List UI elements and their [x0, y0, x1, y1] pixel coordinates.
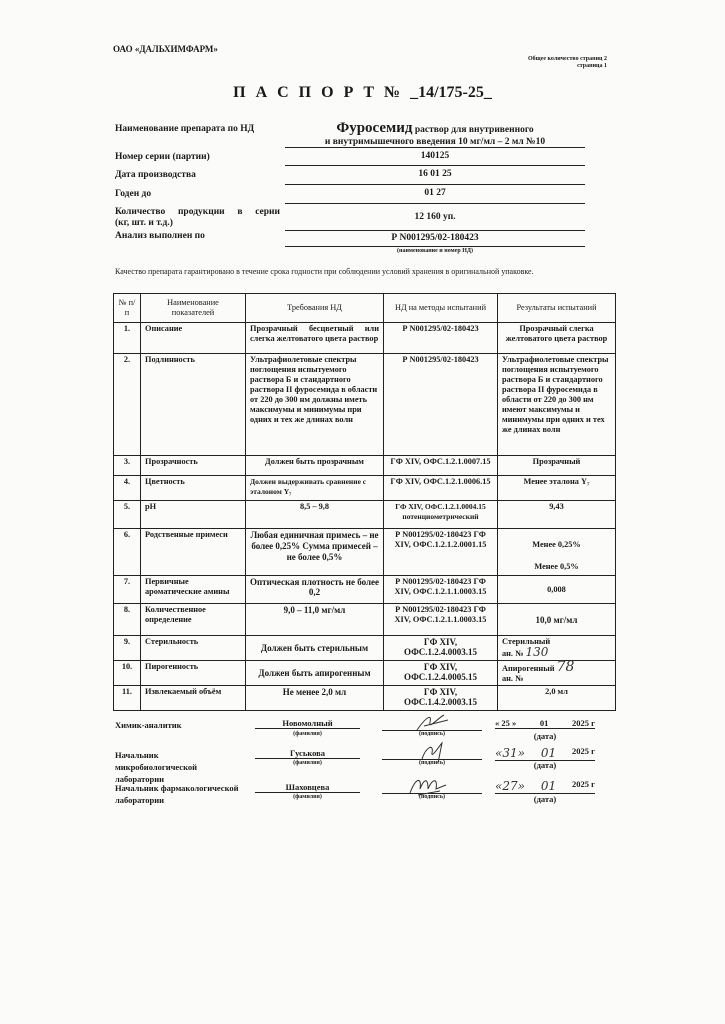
result-single-impurity: Менее 0,25% — [532, 540, 581, 549]
row-method: Р N001295/02-180423 — [384, 323, 498, 354]
row-method: Р N001295/02-180423 ГФ XIV, ОФС.1.2.1.1.0003.15 — [384, 604, 498, 636]
row-name: Подлинность — [141, 354, 246, 456]
title-text: П А С П О Р Т № — [233, 84, 404, 101]
qty-label-1: Количество продукции в серии — [115, 207, 280, 217]
row-name: Первичные ароматические амины — [141, 576, 246, 604]
sign-date — [495, 779, 595, 794]
total-pages: Общее количество страниц 2 — [527, 56, 607, 62]
analysis-number-label: ан. № — [502, 649, 524, 658]
result-total-impurities: Менее 0,5% — [534, 562, 579, 571]
row-number: 8. — [114, 604, 141, 636]
date-month: 01 — [540, 779, 557, 793]
exp-value: 01 27 — [285, 188, 585, 204]
mfg-label: Дата производства — [115, 170, 196, 180]
signer-surname: Гуськова — [255, 748, 360, 759]
header-requirements: Требования НД — [246, 294, 384, 323]
analysis-label: Анализ выполнен по — [115, 231, 205, 241]
row-result: Прозрачный слегка желтоватого цвета раствор — [498, 323, 616, 354]
surname-caption: (фамилия) — [293, 760, 322, 766]
table-row — [114, 476, 616, 501]
date-day: « 25 » — [495, 718, 517, 728]
date-month: 01 — [539, 718, 549, 728]
row-result: Менее эталона Y₇ — [498, 476, 616, 501]
row-name: Родственные примеси — [141, 529, 246, 576]
row-result: 10,0 мг/мл — [498, 604, 616, 636]
row-result: Ультрафиолетовые спектры поглощения испытуемого раствора Б и стандартного раствора II фуросемида в области от 220 до 300 нм имеют максимумы и минимумы при одних и тех же длинах волн — [498, 354, 616, 456]
table-row — [114, 636, 616, 661]
row-result: 0,008 — [498, 576, 616, 604]
drug-desc-1: раствор для внутривенного — [414, 125, 534, 135]
organization-name: ОАО «ДАЛЬХИМФАРМ» — [113, 44, 218, 54]
date-day: «31» — [495, 746, 525, 760]
batch-label: Номер серии (партии) — [115, 152, 210, 162]
signature — [382, 712, 482, 731]
row-name: Стерильность — [141, 636, 246, 661]
qty-value: 12 160 уп. — [285, 212, 585, 231]
table-row — [114, 456, 616, 476]
signature — [382, 741, 482, 760]
surname-caption: (фамилия) — [293, 794, 322, 800]
row-name: pH — [141, 501, 246, 529]
table-row — [114, 501, 616, 529]
row-result — [498, 529, 616, 576]
signature-caption: (подпись) — [418, 760, 446, 766]
date-year: 2025 г — [571, 746, 595, 756]
drug-name-line-1 — [285, 120, 585, 137]
date-year: 2025 г — [572, 718, 595, 728]
table-row — [114, 529, 616, 576]
analysis-number-label: ан. № — [502, 674, 524, 683]
header-results: Результаты испытаний — [498, 294, 616, 323]
row-name: Извлекаемый объём — [141, 686, 246, 711]
qty-label-2: (кг, шт. и т.д.) — [115, 218, 173, 228]
header-name: Наименование показателей — [141, 294, 246, 323]
sign-date — [495, 718, 595, 729]
document-title — [0, 84, 725, 102]
signature — [382, 775, 482, 794]
row-result: Прозрачный — [498, 456, 616, 476]
header-number: № п/п — [114, 294, 141, 323]
date-month: 01 — [540, 746, 557, 760]
page-number: страница 1 — [577, 63, 607, 69]
row-requirement: Должен быть апирогенным — [246, 661, 384, 686]
row-requirement: 9,0 – 11,0 мг/мл — [246, 604, 384, 636]
date-caption: (дата) — [533, 760, 557, 770]
row-result: 9,43 — [498, 501, 616, 529]
row-result — [498, 661, 616, 686]
signature-caption: (подпись) — [418, 731, 446, 737]
row-method: ГФ XIV, ОФС.1.4.2.0003.15 — [384, 686, 498, 711]
handwritten-analysis-number: 78 — [556, 659, 575, 675]
row-requirement: Не менее 2,0 мл — [246, 686, 384, 711]
table-row — [114, 686, 616, 711]
table-row — [114, 576, 616, 604]
drug-label: Наименование препарата по НД — [115, 124, 255, 134]
signer-role: Химик-аналитик — [115, 720, 182, 730]
quality-note: Качество препарата гарантировано в течение срока годности при соблюдении условий хранения в оригинальной упаковке. — [115, 267, 534, 276]
row-name: Пирогенность — [141, 661, 246, 686]
row-requirement: 8,5 – 9,8 — [246, 501, 384, 529]
date-year: 2025 г — [571, 779, 595, 789]
table-header — [114, 294, 616, 323]
row-requirement: Должен быть прозрачным — [246, 456, 384, 476]
row-name: Цветность — [141, 476, 246, 501]
row-number: 3. — [114, 456, 141, 476]
row-requirement: Прозрачный бесцветный или слегка желтоватого цвета раствор — [246, 323, 384, 354]
row-result: 2,0 мл — [498, 686, 616, 711]
date-day: «27» — [495, 779, 525, 793]
table-row — [114, 604, 616, 636]
signer-surname: Шаховцева — [255, 782, 360, 793]
signature-caption: (подпись) — [418, 794, 446, 800]
row-number: 9. — [114, 636, 141, 661]
row-method: Р N001295/02-180423 ГФ XIV, ОФС.1.2.1.2.0001.15 — [384, 529, 498, 576]
mfg-value: 16 01 25 — [285, 169, 585, 185]
date-caption: (дата) — [533, 794, 557, 804]
signer-role: Начальник микробиологической лаборатории — [115, 750, 197, 784]
signer-role: Начальник фармакологической лаборатории — [115, 783, 239, 805]
handwritten-analysis-number: 130 — [525, 645, 549, 659]
signer-surname: Новомолный — [255, 718, 360, 729]
test-results-table — [113, 293, 616, 711]
row-number: 11. — [114, 686, 141, 711]
date-caption: (дата) — [533, 731, 557, 741]
row-requirement: Должен быть стерильным — [246, 636, 384, 661]
drug-desc-2: и внутримышечного введения 10 мг/мл – 2 мл №10 — [285, 137, 585, 148]
table-row — [114, 661, 616, 686]
row-number: 2. — [114, 354, 141, 456]
row-method: ГФ XIV, ОФС.1.2.1.0006.15 — [384, 476, 498, 501]
table-row — [114, 323, 616, 354]
row-method: ГФ XIV, ОФС.1.2.1.0007.15 — [384, 456, 498, 476]
row-name: Прозрачность — [141, 456, 246, 476]
analysis-caption: (наименование и номер НД) — [397, 248, 473, 254]
row-method: ГФ XIV, ОФС.1.2.1.0004.15 потенциометрический — [384, 501, 498, 529]
row-method: ГФ XIV, ОФС.1.2.4.0003.15 — [384, 636, 498, 661]
row-name: Количественное определение — [141, 604, 246, 636]
row-requirement: Оптическая плотность не более 0,2 — [246, 576, 384, 604]
passport-number: _14/175-25_ — [410, 84, 492, 101]
row-name: Описание — [141, 323, 246, 354]
result-text: Апирогенный — [502, 664, 555, 673]
surname-caption: (фамилия) — [293, 731, 322, 737]
row-requirement: Любая единичная примесь – не более 0,25% Сумма примесей – не более 0,5% — [246, 529, 384, 576]
row-number: 10. — [114, 661, 141, 686]
row-number: 7. — [114, 576, 141, 604]
row-method: Р N001295/02-180423 — [384, 354, 498, 456]
header-methods: НД на методы испытаний — [384, 294, 498, 323]
batch-value: 140125 — [285, 151, 585, 166]
row-result — [498, 636, 616, 661]
result-text: Стерильный — [502, 637, 551, 646]
row-number: 6. — [114, 529, 141, 576]
row-requirement: Ультрафиолетовые спектры поглощения испытуемого раствора Б и стандартного раствора II фуросемида в области от 220 до 300 нм должны иметь максимумы и минимумы при одних и тех же длинах волн — [246, 354, 384, 456]
analysis-value: Р N001295/02-180423 — [285, 233, 585, 247]
row-number: 5. — [114, 501, 141, 529]
row-number: 4. — [114, 476, 141, 501]
page-count — [528, 56, 607, 70]
row-method: Р N001295/02-180423 ГФ XIV, ОФС.1.2.1.1.0003.15 — [384, 576, 498, 604]
row-number: 1. — [114, 323, 141, 354]
exp-label: Годен до — [115, 189, 152, 199]
sign-date — [495, 746, 595, 761]
table-row — [114, 354, 616, 456]
row-requirement: Должен выдерживать сравнение с эталоном Y₇ — [246, 476, 384, 501]
row-method: ГФ XIV, ОФС.1.2.4.0005.15 — [384, 661, 498, 686]
drug-name: Фуросемид — [336, 120, 413, 136]
